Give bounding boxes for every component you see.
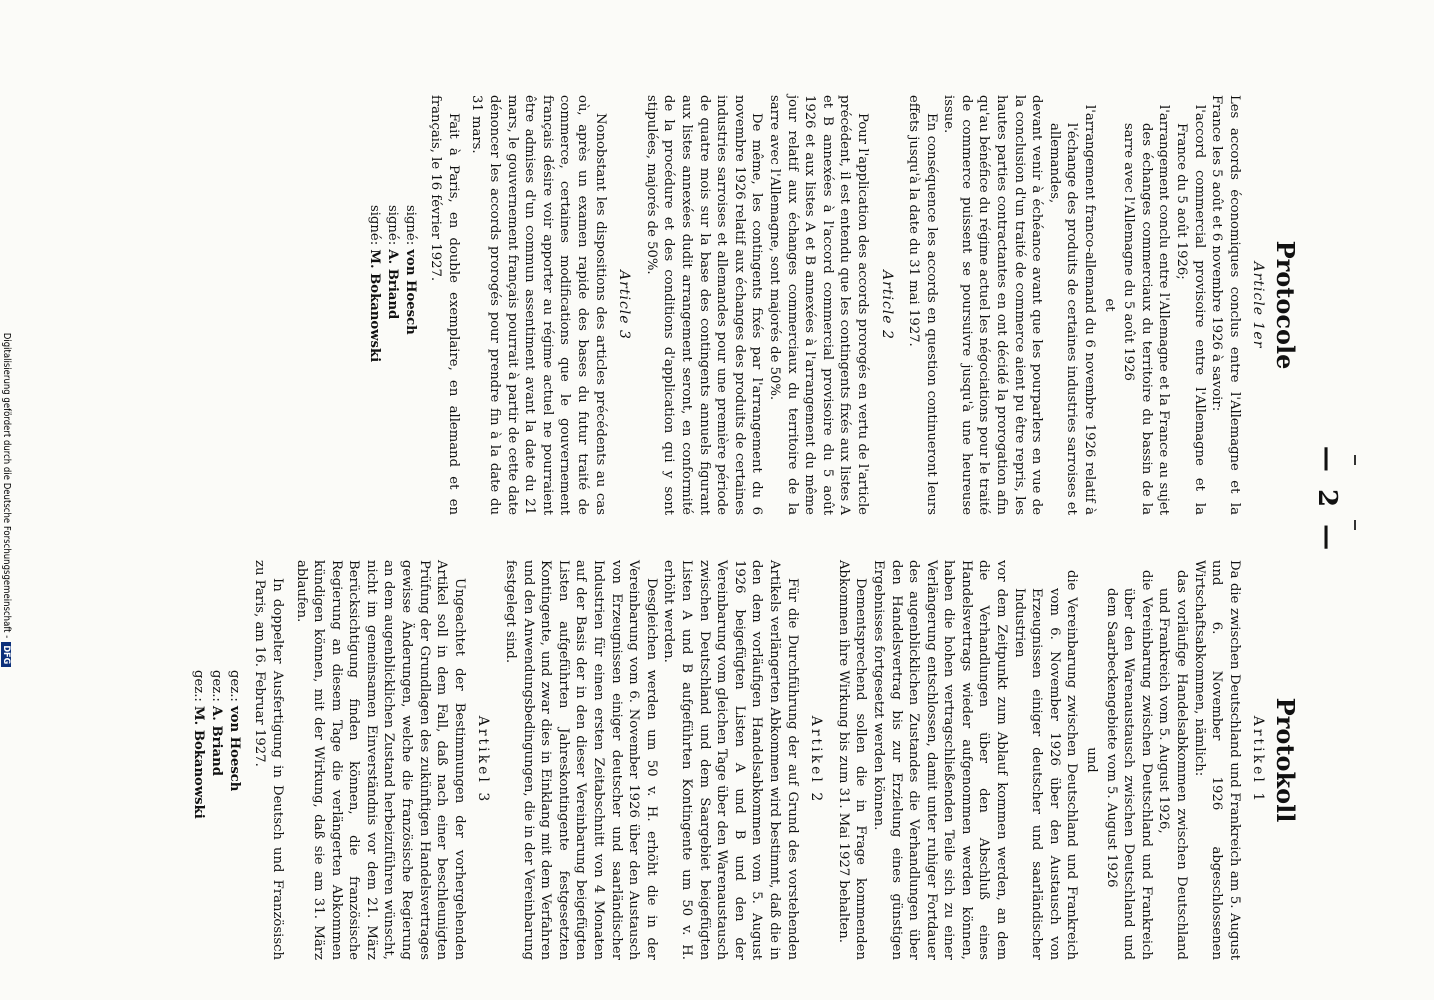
french-signatures <box>365 95 419 515</box>
french-art1-item3: l'arrangement franco-allemand du 6 novembre 1926 relatif à l'échange des produits de certaines industries sarroises et allemandes, <box>1046 105 1098 515</box>
german-closing: In doppelter Ausfertigung in Deutsch und Französisch zu Paris, am 16. Februar 1927. <box>252 560 285 960</box>
french-art1-et: et <box>1101 298 1117 312</box>
signature-prefix: gez.: <box>190 670 206 702</box>
crop-mark <box>1354 520 1356 530</box>
german-art3-paragraph1: Ungeachtet der Bestimmungen der vorhergehenden Artikel soll in dem Fall, daß nach einer beschleunigten Prüfung der Grundlagen des zukünftigen Handelsvertrages gewisse Änderungen, welche die französische Regierung an dem augenblicklichen Zustand herbeizuführen wünscht, nicht im gemeinsamen Einverständnis vor dem 21. März Berücksichtigung finden können, die französische Regierung an diesem Tage die verlängerten Abkommen kündigen können, mit der Wirkung, daß sie am 31. März ablaufen. <box>293 560 467 960</box>
french-art1-paragraph3: En conséquence les accords en question continueront leurs effets jusqu'à la date du 31 mai 1927. <box>906 95 939 515</box>
french-signature-2 <box>383 205 401 515</box>
signature-name: M. Bokanowski <box>190 706 206 819</box>
signature-name: M. Bokanowski <box>366 249 382 363</box>
french-art1-paragraph2: devant venir à échéance avant que les pourparlers en vue de la conclusion d'un traité de commerce aient pu être repris, les hautes parties contractantes en ont décidé la prorogation afin qu'au bénéfice du régime actuel les négociations pour le traité de commerce puissent se poursuivre jusqu'à une heureuse issue. <box>941 95 1045 515</box>
french-column <box>365 95 1300 515</box>
german-column <box>189 560 1300 961</box>
crop-mark <box>1354 455 1356 465</box>
german-art1-intro: Da die zwischen Deutschland und Frankreich am 5. August und 6. November 1926 abgeschlossenen Wirtschaftsabkommen, nämlich: <box>1191 560 1242 960</box>
german-art2-paragraph1: Für die Durchführung der auf Grund des vorstehenden Artikels verlängerten Abkommen wird bestimmt, daß die in den dem vorläufigen Handelsabkommen vom 5. August 1926 beigefügten Listen A und B und den der Vereinbarung vom gleichen Tage über den Warenaustausch zwischen Deutschland und dem Saargebiet beigefügten Listen A und B aufgeführten Kontingente um 50 v. H. erhöht werden. <box>661 560 800 960</box>
signature-name: von Hoesch <box>402 249 418 335</box>
french-article-3-heading: Article 3 <box>616 270 633 340</box>
signature-prefix: signé: <box>402 205 418 246</box>
french-art2-paragraph2: De même, les contingents fixés par l'arrangement du 6 novembre 1926 relatif aux échanges des produits de certaines industries sarroises et allemandes pour une première période de quatre mois sur la base des contingents annuels figurant aux listes annexées dudit arrangement seront, en conformité de la procédure et des conditions d'application qui y sont stipulées, majorés de 50%. <box>643 95 765 515</box>
signature-prefix: signé: <box>366 205 382 246</box>
german-art1-item2: die Vereinbarung zwischen Deutschland und Frankreich über den Warenaustausch zwischen Deutschland und dem Saarbeckengebiete vom 5. August 1926 <box>1103 570 1154 960</box>
signature-name: A. Briand <box>384 249 400 320</box>
french-article-1-heading: Article 1er <box>1250 261 1267 349</box>
german-article-2-heading: Artikel 2 <box>808 715 825 805</box>
signature-prefix: gez.: <box>208 670 224 702</box>
german-art1-item1: das vorläufige Handelsabkommen zwischen Deutschland und Frankreich vom 5. August 1926, <box>1156 570 1190 960</box>
french-art1-item2: l'arrangement conclu entre l'Allemagne et la France au sujet des échanges commerciaux du territoire du bassin de la sarre avec l'Allemagne du 5 août 1926 <box>1121 105 1172 515</box>
german-art2-paragraph2: Desgleichen werden um 50 v. H. erhöht die in der Vereinbarung vom 6. November 1926 über den Austausch von Erzeugnissen einiger deutscher und saarländischer Industrien für einen ersten Zeitabschnitt von 4 Monaten auf der Basis der in den dieser Vereinbarung beigefügten Listen aufgeführten Jahreskontingente festgesetzten Kontingente, und zwar dies in Einklang mit dem Verfahren und den Anwendungsbedingungen, die in der Vereinbarung festgelegt sind. <box>503 560 659 961</box>
page-number: — 2 — <box>1312 445 1342 555</box>
german-signature-2 <box>207 670 225 960</box>
signature-prefix: signé: <box>384 205 400 246</box>
german-signatures <box>189 560 243 960</box>
footer-text: Digitalisierung gefördert durch die Deutsche Forschungsgemeinschaft - <box>1 332 12 639</box>
german-art1-paragraph3: Dementsprechend sollen die in Frage kommenden Abkommen ihre Wirkung bis zum 31. Mai 1927 behalten. <box>835 560 869 960</box>
french-art1-intro: Les accords économiques conclus entre l'Allemagne et la France les 5 août et 6 novembre 1926 à savoir: <box>1209 95 1242 515</box>
digitization-footer <box>1 0 12 1000</box>
german-signature-1 <box>225 670 243 960</box>
signature-name: von Hoesch <box>226 706 242 792</box>
signature-prefix: gez.: <box>226 670 242 702</box>
german-title: Protokoll <box>1271 697 1300 823</box>
dfg-logo-icon: DFG <box>1 642 11 667</box>
german-art1-und: und <box>1084 747 1100 773</box>
signature-name: A. Briand <box>208 706 224 776</box>
french-art1-item1: l'accord commercial provisoire entre l'Allemagne et la France du 5 août 1926; <box>1174 105 1207 515</box>
german-signature-3 <box>189 670 207 960</box>
french-art3-paragraph1: Nonobstant les dispositions des articles précédents au cas où, après un examen rapide des bases du futur traité de commerce, certaines modifications que le gouvernement français désire voir apporter au régime actuel ne pourraient être admises d'un commun assentiment avant la date du 21 mars, le gouvernement français pourrait à partir de cette date dénoncer les accords prorogés pour prendre fin à la date du 31 mars. <box>469 95 608 515</box>
german-article-1-heading: Artikel 1 <box>1250 715 1267 805</box>
german-art1-item3: die Vereinbarung zwischen Deutschland und Frankreich vom 6. November 1926 über den Austausch von Erzeugnissen einiger deutscher und saarländischer Industrien <box>1011 570 1080 960</box>
german-art1-paragraph2: vor dem Zeitpunkt zum Ablauf kommen werden, an dem die Verhandlungen über den Abschluß eines Handelsvertrags wieder aufgenommen werden können, haben die hohen vertragschließenden Teile sich zu einer Verlängerung entschlossen, damit unter ruhiger Fortdauer des augenblicklichen Zustandes die Verhandlungen über den Handelsvertrag bis zur Erzielung eines günstigen Ergebnisses fortgesetzt werden können. <box>870 560 1010 960</box>
french-article-2-heading: Article 2 <box>878 270 895 340</box>
french-closing: Fait à Paris, en double exemplaire, en allemand et en français, le 16 février 1927. <box>428 95 461 515</box>
french-art2-paragraph1: Pour l'application des accords prorogés en vertu de l'article précédent, il est entendu que les contingents fixés aux listes A et B annexées à l'accord commercial provisoire du 5 août 1926 et aux listes A et B annexées à l'arrangement du même jour relatif aux échanges commerciaux du territoire de la sarre avec l'Allemagne, sont majorés de 50%. <box>766 95 870 515</box>
french-title: Protocole <box>1271 240 1300 370</box>
german-article-3-heading: Artikel 3 <box>475 715 492 805</box>
french-signature-3 <box>365 205 383 515</box>
french-signature-1 <box>401 205 419 515</box>
